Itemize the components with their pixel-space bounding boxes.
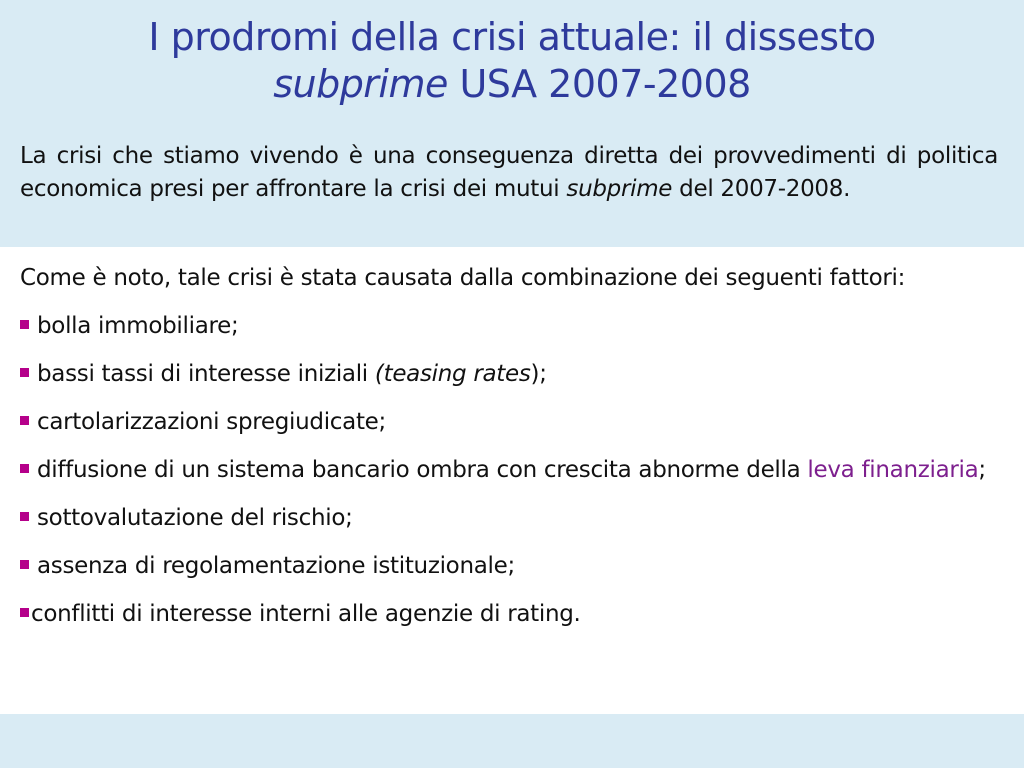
list-item: diffusione di un sistema bancario ombra con crescita abnorme della leva finanziaria; — [20, 454, 998, 487]
list-item: bolla immobiliare; — [20, 310, 998, 343]
intro-text-b: del 2007-2008. — [672, 176, 851, 202]
lead-paragraph: Come è noto, tale crisi è stata causata dalla combinazione dei seguenti fattori: — [20, 265, 906, 291]
list-item: conflitti di interesse interni alle agenzie di rating. — [20, 598, 998, 631]
list-item: sottovalutazione del rischio; — [20, 502, 998, 535]
square-bullet-icon — [20, 464, 29, 473]
square-bullet-icon — [20, 320, 29, 329]
leva-finanziaria-link[interactable]: leva finanziaria — [807, 457, 979, 483]
list-item: cartolarizzazioni spregiudicate; — [20, 406, 998, 439]
title-rest: USA 2007-2008 — [447, 62, 751, 106]
square-bullet-icon — [20, 560, 29, 569]
square-bullet-icon — [20, 416, 29, 425]
intro-paragraph — [20, 140, 998, 206]
body-text — [20, 262, 998, 631]
slide-title — [0, 14, 1024, 108]
list-item: assenza di regolamentazione istituzionale; — [20, 550, 998, 583]
square-bullet-icon — [20, 608, 29, 617]
square-bullet-icon — [20, 512, 29, 521]
title-line-1: I prodromi della crisi attuale: il dissesto — [148, 15, 876, 59]
list-item: bassi tassi di interesse iniziali (teasing rates); — [20, 358, 998, 391]
intro-italic-term: subprime — [566, 176, 673, 202]
intro-text-a: La crisi che stiamo vivendo è una conseguenza diretta dei provvedimenti di politica economica presi per affrontare la crisi dei mutui — [20, 143, 998, 202]
square-bullet-icon — [20, 368, 29, 377]
title-italic-term: subprime — [273, 62, 448, 106]
title-line-2 — [0, 61, 1024, 108]
